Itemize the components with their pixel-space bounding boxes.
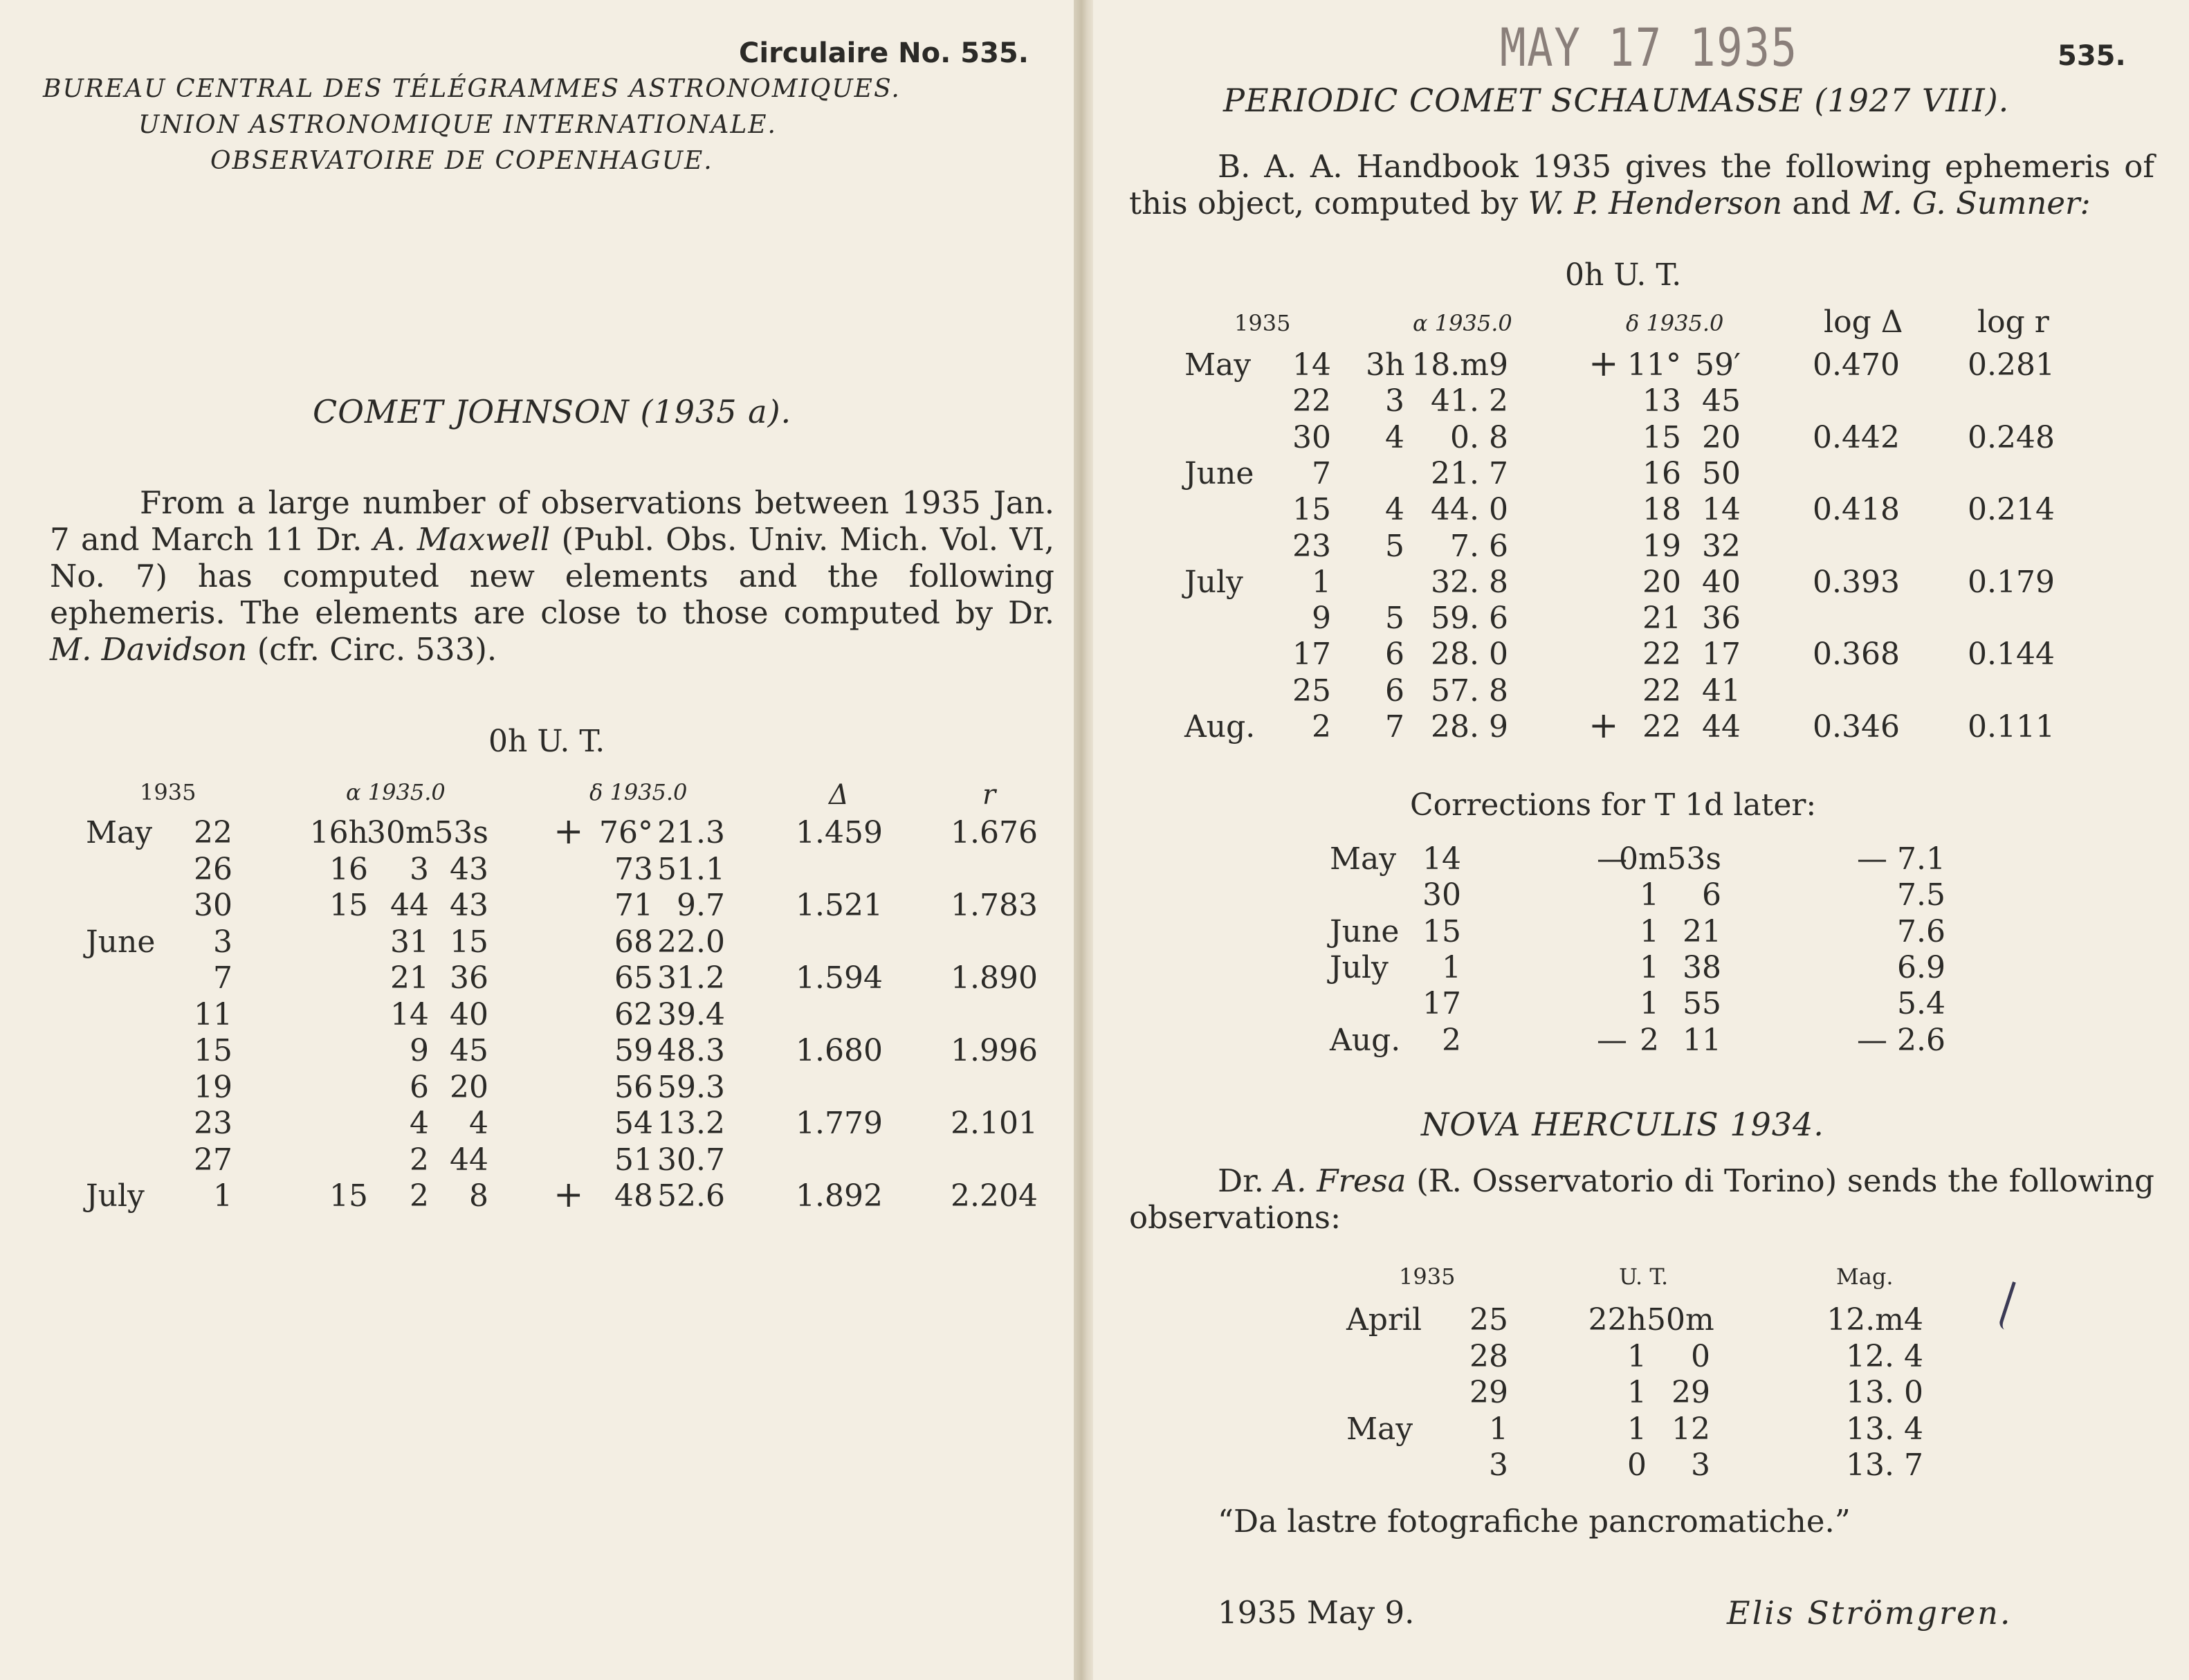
month-cell: Aug. [1330, 1022, 1401, 1058]
table-row [1093, 1023, 2189, 1059]
r-cell: 1.890 [951, 960, 1038, 996]
minutes-cell: 1 [1640, 986, 1659, 1022]
ra-hours-cell: 15 [329, 1178, 368, 1214]
dec-minutes-cell: 39.4 [657, 996, 725, 1032]
magnitude-cell: 13. 0 [1846, 1375, 1923, 1410]
ra-hours-cell: 3h [1366, 347, 1405, 383]
r-cell: 1.996 [951, 1033, 1038, 1068]
dec-minutes-cell: 21.3 [657, 815, 725, 850]
table-row [0, 811, 1074, 852]
dec-degrees-cell: 76° [599, 815, 653, 850]
r-cell: 1.783 [951, 888, 1038, 923]
dec-degrees-cell: 59 [614, 1033, 653, 1068]
delta-cell: 1.459 [796, 815, 883, 850]
photographic-note: “Da lastre fotografiche pancromatiche.” [1218, 1503, 1851, 1540]
dec-sign-cell: + [1588, 705, 1619, 747]
dec-sign-cell: + [1588, 343, 1619, 385]
ra-seconds-cell: 15 [450, 924, 488, 960]
dec-minutes-cell: 32 [1702, 528, 1741, 564]
log-r-cell: 0.111 [1968, 709, 2055, 745]
delta-cell: 1.779 [796, 1106, 883, 1141]
table-row [1093, 1375, 2189, 1411]
dec-correction-cell: — 7.1 [1857, 841, 1945, 877]
sign-cell: — [1597, 841, 1627, 877]
log-delta-cell: 0.393 [1813, 564, 1900, 600]
ra-minutes-cell: 59. 6 [1431, 601, 1508, 637]
corrections-table [1093, 841, 2189, 1063]
table-row [0, 997, 1074, 1033]
dec-minutes-cell: 51.1 [657, 851, 725, 887]
minutes-cell: 1 [1640, 913, 1659, 949]
ra-minutes-cell: 44 [390, 888, 429, 923]
log-delta-cell: 0.368 [1813, 637, 1900, 673]
seconds-cell: 53s [1667, 841, 1721, 877]
day-cell: 15 [1422, 913, 1461, 949]
ra-minutes-cell: 0. 8 [1450, 419, 1508, 455]
header-ut: U. T. [1619, 1263, 1669, 1290]
dec-minutes-cell: 50 [1702, 455, 1741, 491]
circular-date: 1935 May 9. [1218, 1594, 1415, 1631]
schaumasse-ephemeris-table [1093, 304, 2189, 753]
minutes-cell: 12 [1671, 1411, 1710, 1447]
ra-minutes-cell: 2 [410, 1142, 429, 1178]
table-row [0, 1070, 1074, 1106]
dec-degrees-cell: 15 [1642, 419, 1681, 455]
day-cell: 28 [1469, 1338, 1508, 1374]
log-r-cell: 0.248 [1968, 419, 2055, 455]
dec-degrees-cell: 22 [1642, 709, 1681, 745]
corrections-heading [1410, 787, 1816, 823]
day-cell: 23 [1292, 528, 1331, 564]
ra-minutes-cell: 6 [410, 1069, 429, 1105]
month-cell: June [1184, 455, 1254, 491]
log-delta-cell: 0.442 [1813, 419, 1900, 455]
r-cell: 2.204 [951, 1178, 1038, 1214]
hours-cell: 22h [1588, 1302, 1647, 1337]
ra-minutes-cell: 30m [367, 815, 434, 850]
minutes-cell: 1 [1640, 949, 1659, 985]
johnson-ephemeris-table [0, 779, 1074, 1222]
ra-seconds-cell: 40 [450, 996, 488, 1032]
day-cell: 7 [1312, 455, 1331, 491]
nova-table-header [1093, 1263, 2189, 1299]
paragraph-segment: A. Fresa [1274, 1162, 1407, 1199]
dec-degrees-cell: 21 [1642, 601, 1681, 637]
day-cell: 15 [1292, 492, 1331, 528]
ephemeris-heading-text: 0h U. T. [1565, 257, 1682, 293]
hours-cell: 1 [1627, 1411, 1647, 1447]
dec-minutes-cell: 36 [1702, 601, 1741, 637]
ra-seconds-cell: 53s [434, 815, 488, 850]
paragraph-segment: Dr. [1218, 1162, 1274, 1199]
minutes-cell: 2 [1640, 1022, 1659, 1058]
ra-minutes-cell: 41. 2 [1431, 383, 1508, 419]
ra-hours-cell: 5 [1385, 601, 1404, 637]
month-cell: May [86, 815, 153, 850]
dec-minutes-cell: 40 [1702, 564, 1741, 600]
day-cell: 27 [194, 1142, 232, 1178]
dec-minutes-cell: 59′ [1695, 347, 1741, 383]
ra-minutes-cell: 57. 8 [1431, 673, 1508, 709]
dec-minutes-cell: 59.3 [657, 1069, 725, 1105]
ra-minutes-cell: 28. 0 [1431, 637, 1508, 673]
ra-hours-cell: 16h [309, 815, 368, 850]
dec-correction-cell: — 2.6 [1857, 1022, 1945, 1058]
ra-seconds-cell: 8 [469, 1178, 488, 1214]
ephemeris-heading-text: 0h U. T. [488, 724, 605, 759]
day-cell: 3 [213, 924, 232, 960]
table-row [1093, 1412, 2189, 1448]
dec-degrees-cell: 54 [614, 1106, 653, 1141]
table-row [1093, 456, 2189, 492]
dec-correction-cell: 7.5 [1897, 877, 1945, 913]
paragraph-segment: and [1782, 185, 1861, 221]
table-row [1093, 420, 2189, 456]
table-row [1093, 492, 2189, 528]
dec-minutes-cell: 13.2 [657, 1106, 725, 1141]
ra-minutes-cell: 3 [410, 851, 429, 887]
month-cell: May [1330, 841, 1397, 877]
ra-hours-cell: 4 [1385, 492, 1404, 528]
nova-observation-table [1093, 1263, 2189, 1499]
delta-cell: 1.892 [796, 1178, 883, 1214]
table-row [1093, 841, 2189, 877]
paragraph-segment: M. G. Sumner: [1860, 185, 2091, 221]
dec-minutes-cell: 14 [1702, 492, 1741, 528]
ra-minutes-cell: 2 [410, 1178, 429, 1214]
ra-hours-cell: 6 [1385, 637, 1404, 673]
table-row [1093, 673, 2189, 709]
r-cell: 1.676 [951, 815, 1038, 850]
dec-degrees-cell: 56 [614, 1069, 653, 1105]
day-cell: 7 [213, 960, 232, 996]
header-log-r: log r [1977, 304, 2049, 340]
log-delta-cell: 0.470 [1813, 347, 1900, 383]
day-cell: 15 [194, 1033, 232, 1068]
day-cell: 17 [1292, 637, 1331, 673]
magnitude-cell: 12.m4 [1826, 1302, 1923, 1337]
table-row [1093, 343, 2189, 385]
header-delta: Δ [829, 779, 849, 811]
bureau-line-3: OBSERVATOIRE DE COPENHAGUE. [210, 147, 713, 175]
header-year: 1935 [1399, 1263, 1456, 1290]
dec-minutes-cell: 52.6 [657, 1178, 725, 1214]
header-year: 1935 [1234, 310, 1291, 336]
dec-correction-cell: 5.4 [1897, 986, 1945, 1022]
dec-degrees-cell: 18 [1642, 492, 1681, 528]
day-cell: 1 [1442, 949, 1461, 985]
hours-cell: 1 [1627, 1338, 1647, 1374]
table-row [1093, 1302, 2189, 1338]
paragraph-segment: (Publ. Obs. Univ. Mich. Vol. VI, No. 7) has computed new elements and the following ephemeris. The elements are close to those computed by Dr. [50, 521, 1054, 631]
header-dec: δ 1935.0 [1626, 310, 1724, 336]
dec-sign-cell: + [553, 811, 584, 852]
dec-degrees-cell: 22 [1642, 673, 1681, 709]
minutes-cell: 0 [1691, 1338, 1710, 1374]
day-cell: 22 [1292, 383, 1331, 419]
log-r-cell: 0.179 [1968, 564, 2055, 600]
table-row [0, 852, 1074, 888]
ra-minutes-cell: 4 [410, 1106, 429, 1141]
table-row [0, 1174, 1074, 1216]
hours-cell: 1 [1627, 1375, 1647, 1410]
paragraph-segment: (cfr. Circ. 533). [247, 631, 497, 668]
day-cell: 1 [1312, 564, 1331, 600]
table-row [1093, 1339, 2189, 1375]
dec-correction-cell: 7.6 [1897, 913, 1945, 949]
day-cell: 9 [1312, 601, 1331, 637]
header-ra: α 1935.0 [346, 779, 446, 805]
date-stamp: MAY 17 1935 [1500, 17, 1798, 78]
day-cell: 23 [194, 1106, 232, 1141]
day-cell: 30 [1422, 877, 1461, 913]
dec-minutes-cell: 17 [1702, 637, 1741, 673]
month-cell: July [86, 1178, 145, 1214]
month-cell: July [1184, 564, 1243, 600]
header-ra: α 1935.0 [1413, 310, 1512, 336]
table-row [0, 1142, 1074, 1178]
ra-hours-cell: 4 [1385, 419, 1404, 455]
seconds-cell: 21 [1683, 913, 1721, 949]
left-page [0, 0, 1074, 1680]
table-row [0, 1106, 1074, 1142]
circular-number: Circulaire No. 535. [739, 37, 1029, 69]
day-cell: 2 [1442, 1022, 1461, 1058]
dec-minutes-cell: 31.2 [657, 960, 725, 996]
dec-degrees-cell: 19 [1642, 528, 1681, 564]
day-cell: 22 [194, 815, 232, 850]
dec-degrees-cell: 68 [614, 924, 653, 960]
bureau-line-2: UNION ASTRONOMIQUE INTERNATIONALE. [138, 111, 777, 139]
minutes-cell: 1 [1640, 877, 1659, 913]
month-cell: Aug. [1184, 709, 1256, 745]
ra-minutes-cell: 32. 8 [1431, 564, 1508, 600]
day-cell: 25 [1469, 1302, 1508, 1337]
nova-title: NOVA HERCULIS 1934. [1421, 1106, 1824, 1143]
ra-seconds-cell: 20 [450, 1069, 488, 1105]
ra-minutes-cell: 21. 7 [1431, 455, 1508, 491]
ra-minutes-cell: 44. 0 [1431, 492, 1508, 528]
dec-minutes-cell: 44 [1702, 709, 1741, 745]
day-cell: 14 [1422, 841, 1461, 877]
ra-seconds-cell: 43 [450, 851, 488, 887]
ra-seconds-cell: 45 [450, 1033, 488, 1068]
dec-degrees-cell: 16 [1642, 455, 1681, 491]
r-cell: 2.101 [951, 1106, 1038, 1141]
ra-seconds-cell: 4 [469, 1106, 488, 1141]
paragraph-segment: B. A. A. Handbook 1935 gives the following ephemeris of this object, computed by [1129, 148, 2154, 221]
ra-hours-cell: 5 [1385, 528, 1404, 564]
dec-minutes-cell: 48.3 [657, 1033, 725, 1068]
day-cell: 26 [194, 851, 232, 887]
dec-degrees-cell: 11° [1627, 347, 1681, 383]
schaumasse-table-header [1093, 304, 2189, 346]
dec-minutes-cell: 22.0 [657, 924, 725, 960]
table-row [1093, 601, 2189, 637]
dec-degrees-cell: 51 [614, 1142, 653, 1178]
delta-cell: 1.521 [796, 888, 883, 923]
table-row [1093, 705, 2189, 747]
seconds-cell: 11 [1683, 1022, 1721, 1058]
ra-hours-cell: 7 [1385, 709, 1404, 745]
schaumasse-title: PERIODIC COMET SCHAUMASSE (1927 VIII). [1223, 82, 2010, 119]
paragraph-segment: W. P. Henderson [1528, 185, 1783, 221]
dec-degrees-cell: 22 [1642, 637, 1681, 673]
day-cell: 30 [1292, 419, 1331, 455]
ra-hours-cell: 15 [329, 888, 368, 923]
page-number: 535. [2058, 40, 2126, 72]
magnitude-cell: 13. 7 [1846, 1448, 1923, 1483]
day-cell: 2 [1312, 709, 1331, 745]
header-year: 1935 [140, 779, 196, 805]
ra-minutes-cell: 14 [390, 996, 429, 1032]
header-dec: δ 1935.0 [589, 779, 688, 805]
schaumasse-ephemeris-heading [1565, 257, 1681, 293]
month-cell: May [1346, 1411, 1413, 1447]
day-cell: 25 [1292, 673, 1331, 709]
magnitude-cell: 13. 4 [1846, 1411, 1923, 1447]
dec-degrees-cell: 71 [614, 888, 653, 923]
table-row [1093, 383, 2189, 419]
day-cell: 30 [194, 888, 232, 923]
right-page [1093, 0, 2189, 1680]
ra-minutes-cell: 7. 6 [1450, 528, 1508, 564]
day-cell: 19 [194, 1069, 232, 1105]
ra-hours-cell: 16 [329, 851, 368, 887]
table-row [1093, 1448, 2189, 1483]
table-row [0, 1033, 1074, 1069]
seconds-cell: 6 [1702, 877, 1721, 913]
minutes-cell: 29 [1671, 1375, 1710, 1410]
log-r-cell: 0.144 [1968, 637, 2055, 673]
day-cell: 11 [194, 996, 232, 1032]
ra-minutes-cell: 21 [390, 960, 429, 996]
table-row [1093, 950, 2189, 986]
table-row [0, 960, 1074, 996]
table-row [1093, 914, 2189, 950]
ra-hours-cell: 6 [1385, 673, 1404, 709]
nova-paragraph [1129, 1162, 2154, 1236]
paragraph-segment: (R. Osservatorio di Torino) sends the following observations: [1129, 1162, 2154, 1236]
signature: Elis Strömgren. [1727, 1594, 2013, 1632]
dec-degrees-cell: 73 [614, 851, 653, 887]
dec-degrees-cell: 20 [1642, 564, 1681, 600]
header-r: r [982, 779, 996, 811]
bureau-line-1: BUREAU CENTRAL DES TÉLÉGRAMMES ASTRONOMIQUES. [43, 75, 901, 103]
month-cell: April [1346, 1302, 1422, 1337]
month-cell: July [1330, 949, 1389, 985]
day-cell: 1 [213, 1178, 232, 1214]
day-cell: 14 [1292, 347, 1331, 383]
ra-minutes-cell: 18.m9 [1411, 347, 1508, 383]
ra-hours-cell: 3 [1385, 383, 1404, 419]
day-cell: 1 [1489, 1411, 1508, 1447]
dec-correction-cell: 6.9 [1897, 949, 1945, 985]
dec-degrees-cell: 65 [614, 960, 653, 996]
table-row [1093, 565, 2189, 601]
ra-minutes-cell: 31 [390, 924, 429, 960]
ra-minutes-cell: 9 [410, 1033, 429, 1068]
book-gutter [1074, 0, 1093, 1680]
header-log-delta: log Δ [1824, 304, 1903, 340]
dec-sign-cell: + [553, 1174, 584, 1216]
johnson-paragraph [50, 484, 1054, 668]
corrections-heading-text: Corrections for T 1d later: [1410, 787, 1817, 823]
table-row [1093, 986, 2189, 1022]
schaumasse-paragraph [1129, 148, 2154, 221]
table-row [1093, 637, 2189, 673]
table-row [1093, 529, 2189, 565]
dec-minutes-cell: 9.7 [677, 888, 725, 923]
magnitude-cell: 12. 4 [1846, 1338, 1923, 1374]
day-cell: 17 [1422, 986, 1461, 1022]
table-row [1093, 877, 2189, 913]
seconds-cell: 38 [1683, 949, 1721, 985]
dec-degrees-cell: 48 [614, 1178, 653, 1214]
dec-minutes-cell: 41 [1702, 673, 1741, 709]
log-delta-cell: 0.418 [1813, 492, 1900, 528]
ra-seconds-cell: 43 [450, 888, 488, 923]
sign-cell: — [1597, 1022, 1627, 1058]
minutes-cell: 3 [1691, 1448, 1710, 1483]
ra-seconds-cell: 44 [450, 1142, 488, 1178]
paragraph-segment: M. Davidson [50, 631, 248, 668]
header-mag: Mag. [1836, 1263, 1894, 1290]
hours-cell: 0 [1627, 1448, 1647, 1483]
ra-seconds-cell: 36 [450, 960, 488, 996]
dec-minutes-cell: 30.7 [657, 1142, 725, 1178]
month-cell: June [86, 924, 156, 960]
dec-minutes-cell: 45 [1702, 383, 1741, 419]
table-row [0, 888, 1074, 924]
day-cell: 29 [1469, 1375, 1508, 1410]
delta-cell: 1.594 [796, 960, 883, 996]
table-row [0, 924, 1074, 960]
dec-minutes-cell: 20 [1702, 419, 1741, 455]
log-delta-cell: 0.346 [1813, 709, 1900, 745]
log-r-cell: 0.214 [1968, 492, 2055, 528]
seconds-cell: 55 [1683, 986, 1721, 1022]
dec-degrees-cell: 62 [614, 996, 653, 1032]
comet-johnson-title: COMET JOHNSON (1935 a). [313, 393, 792, 430]
paragraph-segment: From a large number of observations between 1935 Jan. 7 and March 11 Dr. [50, 484, 1054, 558]
johnson-ephemeris-heading [488, 724, 605, 759]
minutes-cell: 0m [1619, 841, 1667, 877]
month-cell: June [1330, 913, 1400, 949]
minutes-cell: 50m [1647, 1302, 1714, 1337]
delta-cell: 1.680 [796, 1033, 883, 1068]
johnson-table-header [0, 779, 1074, 815]
paragraph-segment: A. Maxwell [373, 521, 551, 558]
ra-minutes-cell: 28. 9 [1431, 709, 1508, 745]
month-cell: May [1184, 347, 1252, 383]
log-r-cell: 0.281 [1968, 347, 2055, 383]
dec-degrees-cell: 13 [1642, 383, 1681, 419]
day-cell: 3 [1489, 1448, 1508, 1483]
